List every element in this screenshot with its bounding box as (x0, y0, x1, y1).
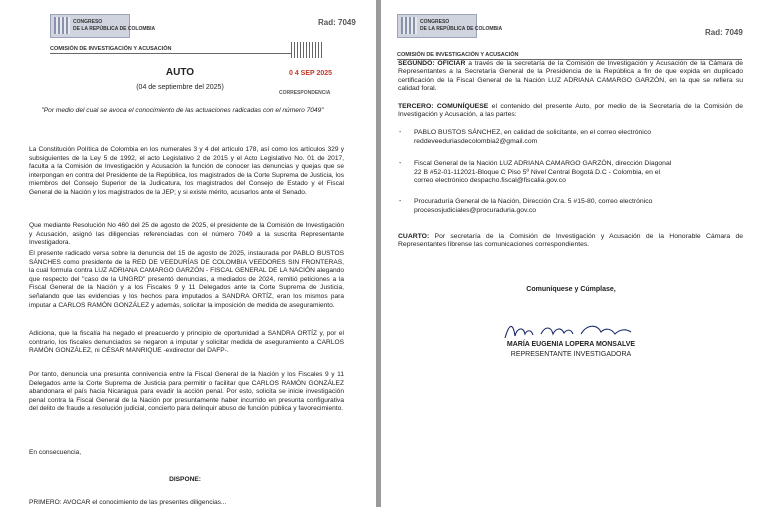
bullet-line: Fiscal General de la Nación LUZ ADRIANA CAMARGO GARZÓN, dirección Diagonal (414, 160, 672, 167)
document-title: AUTO (165, 67, 195, 78)
rad-number: Rad: 7049 (705, 28, 743, 37)
document-subtitle: "Por medio del cual se avoca el conocimiento de las actuaciones radicadas con el número 7049" (41, 107, 324, 114)
logo-line-1: CONGRESO (73, 19, 103, 25)
congress-logo (50, 14, 156, 38)
congress-emblem-icon (401, 17, 417, 34)
congress-emblem-icon (54, 17, 70, 34)
paragraph-resolution: Que mediante Resolución No 460 del 25 de agosto de 2025, el presidente de la Comisión de Investigación y Acusación, asignó las diligencias referenciadas con el número 7049 a la suscrita Representante Investigadora. (29, 222, 344, 247)
stamp-emblem-icon (291, 42, 323, 58)
closing-phrase: Comuníquese y Cúmplase, (526, 286, 616, 293)
bullet-line: 22 B #52-01-112021-Bloque C Piso 5º Nivel Central Bogotá D.C - Colombia, en el (414, 168, 661, 176)
paragraph-addition: Adiciona, que la fiscalía ha negado el preacuerdo y principio de oportunidad a SANDRA ORTÍZ y, por el contrario, los fiscales denunciados se negaron a imputar y solicitar medida de aseguramiento a CARLOS RAMÓN GONZÁLEZ, ni CÉSAR MANRIQUE -exdirector del DAFP-. (29, 330, 344, 355)
tercero-label: TERCERO: COMUNÍQUESE (398, 103, 489, 110)
paragraph-connivance: Por tanto, denuncia una presunta connivencia entre la Fiscal General de la Nación y los Fiscales 9 y 11 Delegados ante la Corte Suprema de Justicia para permitir o facilitar que CARLOS RAMÓN GONZÁLEZ abandonara el país hacia Nicaragua para evadir la acción penal. Por esto, solicita se inicie investigación penal contra la Fiscal General de la Nación por presuntamente haber incurrido en presunta configurativa del delito de fraude a resolución judicial, concierto para delinquir abuso de función pública y favorecimiento. (29, 371, 344, 413)
department-name: COMISIÓN DE INVESTIGACIÓN Y ACUSACIÓN (397, 52, 519, 58)
bullet-line: PABLO BUSTOS SÁNCHEZ, en calidad de solicitante, en el correo electrónico (414, 129, 651, 136)
bullet-email: reddeveeduriasdecolombia2@gmail.com (414, 137, 538, 145)
bullet-email: correo electrónico despacho.fiscal@fiscalia.gov.co (414, 177, 566, 185)
cuarto-paragraph (398, 233, 743, 250)
logo-line-2: DE LA REPÚBLICA DE COLOMBIA (420, 26, 503, 32)
bullet-marker: - (399, 198, 402, 205)
department-name: COMISIÓN DE INVESTIGACIÓN Y ACUSACIÓN (50, 46, 172, 52)
reception-stamp (269, 42, 347, 98)
document-page-1 (0, 0, 376, 507)
tercero-text: el contenido del presente Auto, por medio de la Secretaría de la Comisión de Investigación y Acusación, a las partes: (398, 103, 743, 119)
paragraph-constitution: La Constitución Política de Colombia en los numerales 3 y 4 del artículo 178, así como los artículos 329 y subsiguientes de la Ley 5 de 1992, el acto Legislativo 2 de 2015 y el Acto Legislativo No. 01 de 2017, faculta a la Comisión de Investigación y Acusación la función de conocer las denuncias y quejas que se interpongan en contra del Presidente de la República, los magistrados de la Corte Suprema de Justicia, los miembros del Consejo Superior de la Judicatura, los magistrados del Consejo de Estado y el Fiscal General de la Nación y los magistrados de la JEP; y si existe mérito, acusarlos ante el Senado. (29, 146, 344, 196)
document-date: (04 de septiembre del 2025) (136, 84, 224, 91)
congress-logo (397, 14, 503, 38)
primero-paragraph: PRIMERO: AVOCAR el conocimiento de las presentes diligencias... (29, 499, 227, 506)
bullet-item-solicitante (414, 129, 744, 146)
tercero-paragraph (398, 103, 743, 120)
paragraph-consequence: En consecuencia, (29, 449, 82, 456)
signer-title: REPRESENTANTE INVESTIGADORA (510, 351, 632, 358)
bullet-marker: - (399, 129, 402, 136)
segundo-label: SEGUNDO: OFICIAR (398, 60, 466, 67)
dispone-heading: DISPONE: (169, 476, 201, 483)
segundo-text: a través de la secretaría de la Comisión de Investigación y Acusación de la Cámara de Representantes a la Secretaría General de la Presidencia de la República a fin de que expida en duplicado certificación de la Fiscal General de la Nación LUZ ADRIANA CAMARGO GARZÓN, en la que se refiera su calidad foral. (398, 60, 743, 93)
cuarto-label: CUARTO: (398, 233, 430, 240)
stamp-label: CORRESPONDENCIA (279, 90, 331, 96)
signer-name: MARÍA EUGENIA LOPERA MONSALVE (506, 341, 636, 348)
segundo-paragraph (398, 60, 743, 94)
rad-number: Rad: 7049 (318, 18, 356, 27)
bullet-email: procesosjudiciales@procuraduria.gov.co (414, 206, 537, 214)
bullet-line: Procuraduría General de la Nación, Dirección Cra. 5 #15-80, correo electrónico (414, 198, 653, 205)
stamp-date: 0 4 SEP 2025 (289, 70, 333, 77)
cuarto-text: Por secretaría de la Comisión de Investigación y Acusación de la Honorable Cámara de Representantes líbrense las comunicaciones correspondientes. (398, 233, 744, 249)
bullet-item-fiscal (414, 160, 744, 186)
bullet-marker: - (399, 160, 402, 167)
paragraph-complaint: El presente radicado versa sobre la denuncia del 15 de agosto de 2025, instaurada por PABLO BUSTOS SÁNCHES como presidente de la RED DE VEEDURÍAS DE COLOMBIA VEEDORES SIN FRONTERAS, la cual formula contra LUZ ADRIANA CAMARGO GARZÓN - FISCAL GENERAL DE LA NACIÓN alegando que respecto del "caso de la UNGRD" presentó denuncias, a mediados de 2024, remitió peticiones a la Fiscal General de la Nación y a los Fiscales 9 y 11 Delegados ante la Corte Suprema de Justicia, señalando que las evidencias y los hechos para imputados a SANDRA ORTÍZ, eran los mismos para imputar a CARLOS RAMÓN GONZÁLEZ y además, solicitar la imposición de medida de aseguramiento. (29, 250, 344, 309)
logo-line-2: DE LA REPÚBLICA DE COLOMBIA (73, 26, 156, 32)
bullet-item-procuraduria (414, 198, 744, 215)
document-page-2 (381, 0, 760, 507)
logo-line-1: CONGRESO (420, 19, 450, 25)
